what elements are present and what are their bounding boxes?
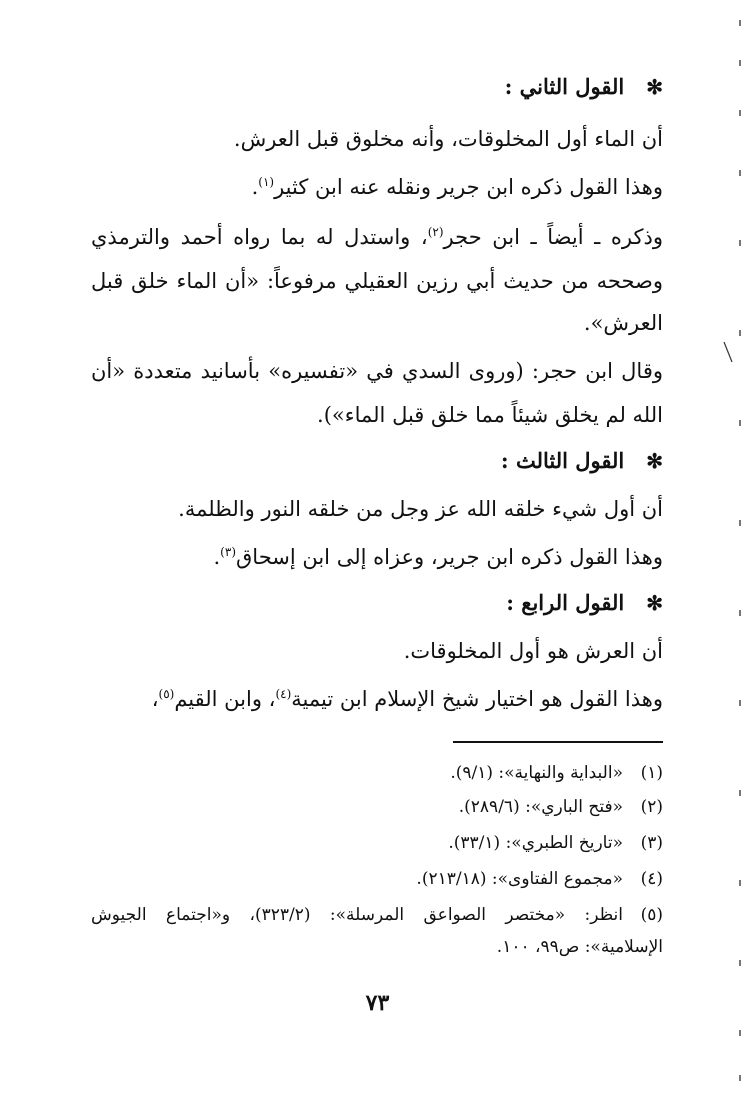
footnote-number: (٣) [640,833,663,853]
asterisk-bullet-icon: ✻ [646,591,663,615]
paragraph-line: أن أول شيء خلقه الله عز وجل من خلقه النور والظلمة. [178,497,663,521]
binding-edge-marks [737,0,741,1098]
text-run: . [213,545,221,569]
footnote-number: (٤) [640,869,663,889]
paragraph-line [152,684,663,714]
paragraph-line: الله لم يخلق شيئاً مما خلق قبل الماء»). [317,403,663,427]
heading-text: القول الثاني : [504,74,625,99]
paragraph-line: أن الماء أول المخلوقات، وأنه مخلوق قبل العرش. [233,127,663,151]
pen-stroke-mark [722,340,736,366]
footnote-ref: (٥) [158,687,175,701]
footnote-text: انظر: «مختصر الصواعق المرسلة»: (٣٢٣/٢)، و«اجتماع الجيوش [91,905,623,925]
asterisk-bullet-icon: ✻ [646,75,663,99]
text-run: ، [151,687,159,711]
footnote-text: «البداية والنهاية»: (٩/١). [450,763,623,783]
paragraph-line: العرش». [583,311,663,335]
footnote-ref: (٢) [427,225,444,239]
footnote-item [91,902,663,928]
page-number: ٧٣ [365,990,390,1016]
heading-text: القول الرابع : [506,590,625,615]
footnote-text: «مجموع الفتاوى»: (٢١٣/١٨). [416,869,623,889]
paragraph-line [91,222,663,252]
text-run: وهذا القول ذكره ابن جرير، وعزاه إلى ابن إسحاق [236,545,663,569]
footnote-text: «تاريخ الطبري»: (٣٣/١). [448,833,623,853]
paragraph-line [252,172,663,202]
section-heading-second [505,72,663,102]
footnote-item [416,866,663,892]
footnote-number: (٥) [640,905,663,925]
text-run: ، واستدل له بما رواه أحمد والترمذي [91,225,428,249]
paragraph-line [213,542,663,572]
heading-text: القول الثالث : [500,448,625,473]
footnote-item [450,760,663,786]
footnote-number: (١) [640,763,663,783]
footnote-ref: (٤) [275,687,292,701]
text-run: وهذا القول هو اختيار شيخ الإسلام ابن تيمية [291,687,663,711]
footnote-separator [453,741,663,743]
text-run: . [251,175,259,199]
paragraph-line: وصححه من حديث أبي رزين العقيلي مرفوعاً: «أن الماء خلق قبل [91,269,663,293]
text-run: وهذا القول ذكره ابن جرير ونقله عنه ابن كثير [274,175,663,199]
footnote-ref: (١) [258,175,275,189]
text-run: ، وابن القيم [174,687,276,711]
paragraph-line: أن العرش هو أول المخلوقات. [403,639,663,663]
footnote-ref: (٣) [220,545,236,559]
section-heading-fourth [506,588,663,618]
asterisk-bullet-icon: ✻ [646,449,663,473]
text-run: وذكره ـ أيضاً ـ ابن حجر [443,225,664,249]
footnote-item [459,794,663,820]
footnote-number: (٢) [640,797,663,817]
footnote-continuation: الإسلامية»: ص٩٩، ١٠٠. [496,937,663,957]
section-heading-third [501,446,663,476]
footnote-text: «فتح الباري»: (٢٨٩/٦). [458,797,623,817]
footnote-item [448,830,663,856]
paragraph-line: وقال ابن حجر: (وروى السدي في «تفسيره» بأسانيد متعددة «أن [91,359,663,383]
